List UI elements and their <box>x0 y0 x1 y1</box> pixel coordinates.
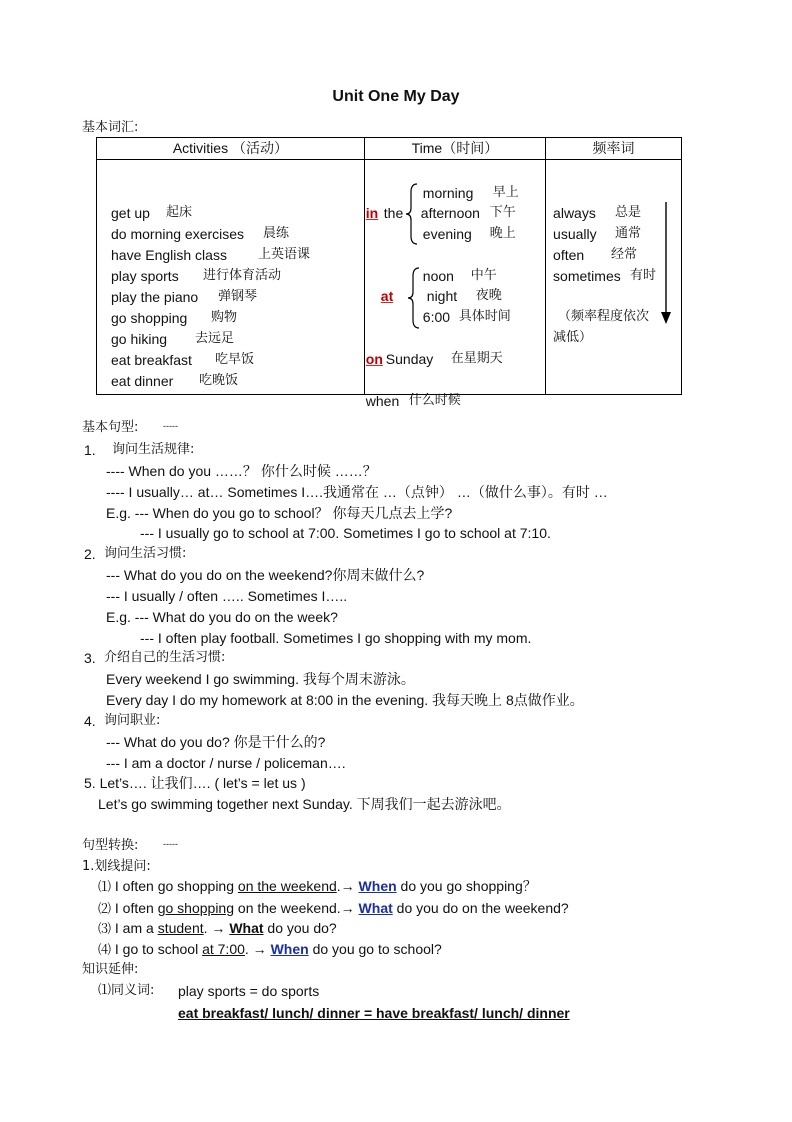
activity-item-cn: 进行体育活动 <box>203 268 282 283</box>
sentences-dash: ----- <box>163 421 178 431</box>
time-night-cn: 夜晚 <box>475 288 502 303</box>
activity-item: eat breakfast <box>111 352 192 368</box>
time-sunday: Sunday <box>385 351 434 367</box>
s1-line-2: ---- I usually… at… Sometimes I….我通常在 …（点钟） …（做什么事）。有时 … <box>106 484 608 500</box>
freq-sometimes: sometimes <box>553 268 621 284</box>
time-cell <box>364 160 545 409</box>
activity-item: play the piano <box>111 289 199 305</box>
s1-line-4: --- I usually go to school at 7:00. Sometimes I go to school at 7:10. <box>140 525 551 541</box>
answer-what-1: What <box>358 900 393 916</box>
s2-line-2: --- I usually / often ….. Sometimes I….. <box>106 588 348 604</box>
transform-label: 句型转换: <box>82 838 139 853</box>
brace-at-icon <box>407 266 421 330</box>
freq-sometimes-cn: 有时 <box>630 268 657 283</box>
freq-often: often <box>553 247 585 263</box>
time-afternoon-cn: 下午 <box>489 205 516 220</box>
s4-num: 4. <box>84 713 96 729</box>
freq-always-cn: 总是 <box>615 205 642 220</box>
brace-in-icon <box>405 182 419 246</box>
s1-num: 1. <box>84 442 96 458</box>
page-title: Unit One My Day <box>332 88 460 105</box>
ext-label: 知识延伸: <box>82 962 139 977</box>
activity-item: go shopping <box>111 310 188 326</box>
activity-item: get up <box>111 205 150 221</box>
activity-item-cn: 去远足 <box>195 331 235 346</box>
s3-head: 介绍自己的生活习惯: <box>104 650 226 665</box>
activity-item-cn: 弹钢琴 <box>218 289 258 304</box>
activity-item-cn: 晨练 <box>263 226 290 241</box>
answer-when-2: When <box>270 941 309 957</box>
time-evening-cn: 晚上 <box>489 226 516 241</box>
prep-at: at <box>380 288 394 304</box>
freq-often-cn: 经常 <box>611 247 638 262</box>
activity-item-cn: 吃早饭 <box>215 352 255 367</box>
s1-line-3: E.g. --- When do you go to school？ 你每天几点去上学? <box>106 505 453 521</box>
transform-item-1: ⑴ I often go shopping on the weekend.→ When do you go shopping？ <box>98 878 537 895</box>
vocab-label: 基本词汇: <box>82 120 139 135</box>
freq-note-1: （频率程度依次 <box>558 309 650 324</box>
header-activities: Activities （活动） <box>97 138 365 160</box>
frequency-cell <box>546 160 682 395</box>
s2-line-4: --- I often play football. Sometimes I go shopping with my mom. <box>140 630 532 646</box>
time-morning: morning <box>422 185 474 201</box>
transform-item-4: ⑷ I go to school at 7:00. → When do you go to school? <box>98 941 442 958</box>
activity-item-cn: 起床 <box>166 205 193 220</box>
prep-in-the: the <box>383 205 404 221</box>
s2-head: 询问生活习惯: <box>104 546 187 561</box>
s5-line-1: Let’s go swimming together next Sunday. 下周我们一起去游泳吧。 <box>98 796 511 812</box>
ext-num: ⑴同义词: <box>98 983 155 998</box>
prep-in: in <box>365 205 379 221</box>
s1-head: 询问生活规律: <box>112 442 195 457</box>
s3-line-2: Every day I do my homework at 8:00 in the evening. 我每天晚上 8点做作业。 <box>106 692 584 708</box>
s3-num: 3. <box>84 650 96 666</box>
time-6pm-cn: 具体时间 <box>458 309 511 324</box>
s4-line-1: --- What do you do? 你是干什么的? <box>106 734 326 750</box>
transform-dash: ----- <box>163 839 178 849</box>
activity-item-cn: 吃晚饭 <box>199 373 239 388</box>
ext-line-1: play sports = do sports <box>178 983 320 999</box>
time-when-cn: 什么时候 <box>408 393 461 408</box>
time-morning-cn: 早上 <box>492 185 519 200</box>
freq-always: always <box>553 205 596 221</box>
s3-line-1: Every weekend I go swimming. 我每个周末游泳。 <box>106 671 415 687</box>
ext-line-2: eat breakfast/ lunch/ dinner = have breakfast/ lunch/ dinner <box>178 1005 570 1021</box>
s4-line-2: --- I am a doctor / nurse / policeman…. <box>106 755 346 771</box>
transform-item-3: ⑶ I am a student. → What do you do? <box>98 920 337 937</box>
activity-item: do morning exercises <box>111 226 245 242</box>
header-time: Time（时间） <box>364 138 545 160</box>
time-evening: evening <box>422 226 472 242</box>
transform-head: 1.划线提问: <box>82 859 151 874</box>
time-sunday-cn: 在星期天 <box>450 351 503 366</box>
header-frequency: 频率词 <box>546 138 682 160</box>
s2-line-3: E.g. --- What do you do on the week? <box>106 609 338 625</box>
freq-note-2: 减低） <box>553 330 593 345</box>
time-noon: noon <box>422 268 454 284</box>
answer-when-1: When <box>358 878 397 894</box>
s2-line-1: --- What do you do on the weekend?你周末做什么? <box>106 567 425 583</box>
activity-item: have English class <box>111 247 227 263</box>
activity-item: eat dinner <box>111 373 174 389</box>
activity-item: play sports <box>111 268 179 284</box>
sentences-label: 基本句型: <box>82 420 139 435</box>
activity-item-cn: 上英语课 <box>258 247 311 262</box>
s2-num: 2. <box>84 546 96 562</box>
time-when: when <box>365 393 400 409</box>
activity-item: go hiking <box>111 331 168 347</box>
s5-line: 5. Let’s…. 让我们…. ( let’s = let us ) <box>84 775 306 791</box>
prep-on: on <box>365 351 383 367</box>
down-arrow-icon <box>660 200 672 326</box>
time-6pm: 6:00 <box>422 309 451 325</box>
vocab-table <box>96 137 682 409</box>
answer-what-2: What <box>229 920 264 936</box>
time-afternoon: afternoon <box>420 205 480 221</box>
activities-cell <box>97 160 365 395</box>
s1-line-1: ---- When do you ……？ 你什么时候 ……？ <box>106 463 377 479</box>
freq-usually: usually <box>553 226 597 242</box>
transform-item-2: ⑵ I often go shopping on the weekend.→ What do you do on the weekend? <box>98 900 569 917</box>
s4-head: 询问职业: <box>104 713 161 728</box>
time-noon-cn: 中午 <box>470 268 497 283</box>
freq-usually-cn: 通常 <box>615 226 642 241</box>
activity-item-cn: 购物 <box>211 310 238 325</box>
time-night: night <box>426 288 458 304</box>
